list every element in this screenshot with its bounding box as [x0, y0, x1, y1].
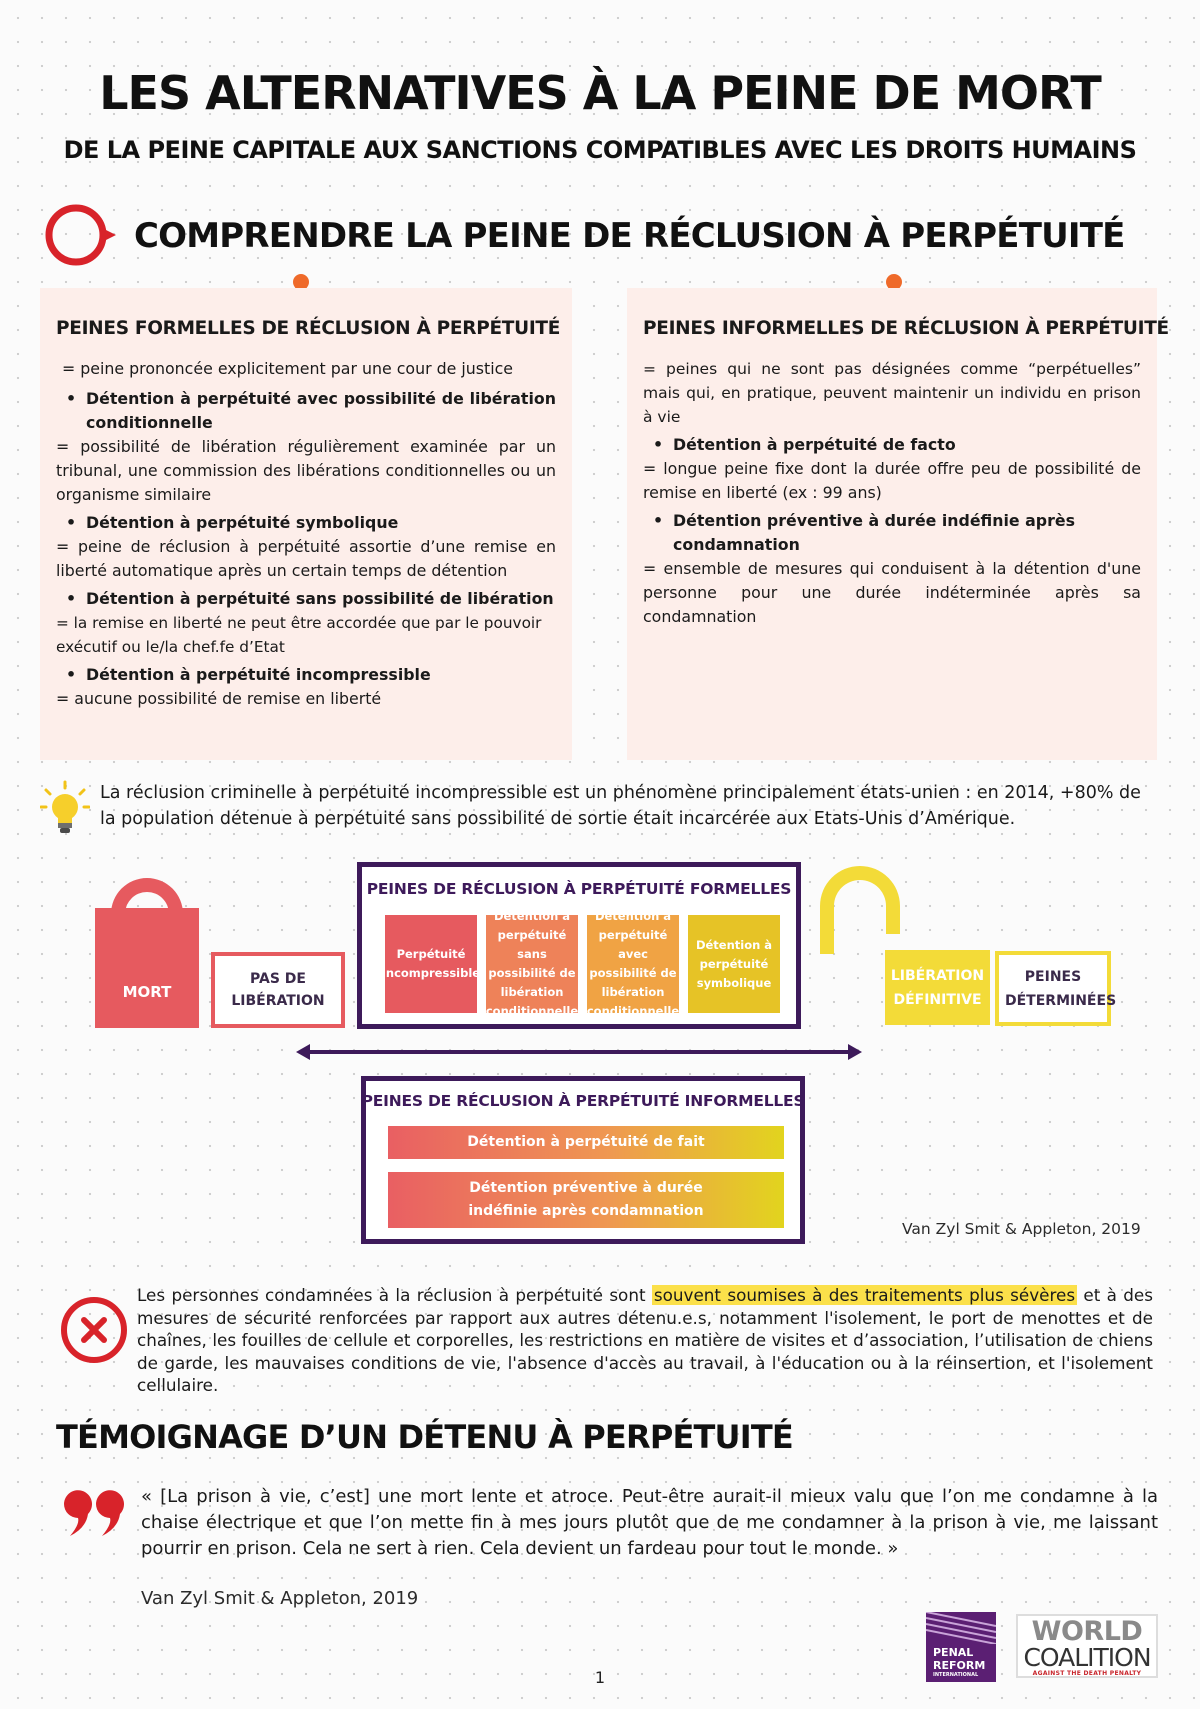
target-circle-icon	[44, 204, 118, 266]
list-item-term: • Détention à perpétuité incompressible	[56, 663, 556, 687]
prf-line1: PENAL	[933, 1646, 974, 1659]
tile-label: Détention à perpétuité symbolique	[695, 937, 773, 990]
determinate-box	[995, 951, 1117, 1026]
penal-reform-logo	[926, 1612, 996, 1682]
list-item-desc: = longue peine fixe dont la durée offre peu de possibilité de remise en liberté (ex : 99 ans)	[643, 459, 1141, 502]
formal-diagram-title: PEINES DE RÉCLUSION À PERPÉTUITÉ FORMELLES	[366, 880, 792, 898]
section-title: COMPRENDRE LA PEINE DE RÉCLUSION À PERPÉTUITÉ	[134, 216, 1125, 256]
list-item-desc: = aucune possibilité de remise en liberté	[56, 689, 382, 708]
list-item-term: • Détention préventive à durée indéfinie après condamnation	[643, 509, 1141, 557]
informal-bar	[388, 1172, 784, 1228]
highlighted-text: souvent soumises à des traitements plus sévères	[653, 1285, 1076, 1305]
page-subtitle: DE LA PEINE CAPITALE AUX SANCTIONS COMPATIBLES AVEC LES DROITS HUMAINS	[63, 136, 1137, 164]
list-item-desc: = possibilité de libération régulièrement examinée par un tribunal, une commission des libérations conditionnelles ou un organisme similaire	[56, 437, 556, 504]
list-item-term: • Détention à perpétuité sans possibilité de libération	[56, 587, 556, 611]
informal-bar	[388, 1126, 784, 1159]
bar-label: Détention à perpétuité de fait	[467, 1134, 705, 1150]
list-item-term: • Détention à perpétuité symbolique	[56, 511, 556, 535]
tile-label: Perpétuité incompressible	[381, 947, 481, 980]
note-text: La réclusion criminelle à perpétuité incompressible est un phénomène principalement états-unien : en 2014, +80% de la population détenue à perpétuité sans possibilité de sortie était incarcérée aux Etats-Unis d’Amérique.	[100, 783, 1141, 829]
testimony-title: TÉMOIGNAGE D’UN DÉTENU À PERPÉTUITÉ	[56, 1418, 793, 1456]
bar-label: Détention préventive à durée indéfinie après condamnation	[468, 1180, 704, 1219]
formal-tile	[485, 909, 579, 1018]
testimony-quote: « [La prison à vie, c’est] une mort lente et atroce. Peut-être aurait-il mieux valu que l’on me condamne à la chaise électrique et que l’on mette fin à mes jours plutôt que de me condamner à la prison à vie, me laissant pourrir en prison. Cela ne sert à rien. Cela devient un fardeau pour tout le monde. »	[141, 1486, 1158, 1559]
cross-circle-icon	[60, 1296, 128, 1364]
page-number: 1	[594, 1668, 606, 1687]
death-label: MORT	[122, 983, 172, 1001]
informal-definition: = peines qui ne sont pas désignées comme “perpétuelles” mais qui, en pratique, peuvent maintenir un individu en prison à vie	[643, 360, 1141, 426]
release-label: LIBÉRATION DÉFINITIVE	[890, 967, 985, 1008]
formal-sentences-box	[40, 288, 572, 760]
quote-mark-icon	[60, 1484, 126, 1536]
formal-heading: PEINES FORMELLES DE RÉCLUSION À PERPÉTUITÉ	[56, 318, 561, 339]
tile-label: Détention à perpétuité avec possibilité de libération conditionnelle	[586, 909, 680, 1018]
tile-label: Détention à perpétuité sans possibilité de libération conditionnelle	[485, 909, 579, 1018]
warning-text-end: et à des mesures de sécurité renforcées par rapport aux autres détenu.e.s, notamment l'isolement, le port de menottes et de chaînes, les fouilles de cellule et corporelles, les restrictions en matière de visites et d’association, l’utilisation de chiens de garde, les mauvaises conditions de vie, l'absence d'accès au travail, à l'éducation ou à la réinsertion, et l'isolement cellulaire.	[137, 1285, 1153, 1395]
informal-heading: PEINES INFORMELLES DE RÉCLUSION À PERPÉTUITÉ	[643, 318, 1169, 339]
list-item-desc: = ensemble de mesures qui conduisent à la détention d'une personne pour une durée indéterminée après sa condamnation	[643, 559, 1141, 626]
formal-tile	[381, 915, 481, 1013]
determinate-label: PEINES DÉTERMINÉES	[1005, 968, 1117, 1009]
formal-definition: = peine prononcée explicitement par une cour de justice	[62, 359, 513, 378]
no-release-label: PAS DE LIBÉRATION	[231, 971, 325, 1009]
informal-sentences-box	[627, 288, 1169, 760]
world-coalition-logo	[1016, 1614, 1158, 1678]
testimony-source: Van Zyl Smit & Appleton, 2019	[141, 1588, 419, 1609]
no-release-box	[211, 952, 345, 1028]
formal-tile	[688, 915, 780, 1013]
lock-body	[95, 908, 199, 1028]
list-item-term: • Détention à perpétuité de facto	[643, 433, 1141, 457]
prf-line3: INTERNATIONAL	[933, 1672, 979, 1678]
wc-line1: WORLD	[1031, 1616, 1143, 1647]
warning-text	[137, 1284, 1153, 1397]
warning-text-start: Les personnes condamnées à la réclusion à perpétuité sont	[137, 1285, 652, 1305]
page-title: LES ALTERNATIVES À LA PEINE DE MORT	[99, 66, 1101, 120]
double-arrow-icon	[296, 1042, 862, 1062]
wc-line2: COALITION	[1023, 1643, 1151, 1672]
prf-line2: REFORM	[933, 1659, 986, 1672]
release-box	[885, 950, 990, 1025]
lightbulb-icon	[40, 780, 90, 836]
formal-tile	[586, 909, 680, 1018]
informal-diagram-title: PEINES DE RÉCLUSION À PERPÉTUITÉ INFORMELLES	[361, 1092, 805, 1110]
list-item-term: • Détention à perpétuité avec possibilité de libération conditionnelle	[56, 387, 556, 435]
logo-stripes-icon	[926, 1612, 996, 1644]
list-item-desc: = la remise en liberté ne peut être accordée que par le pouvoir exécutif ou le/la chef.fe d’Etat	[56, 614, 542, 656]
list-item-desc: = peine de réclusion à perpétuité assortie d’une remise en liberté automatique après un certain temps de détention	[56, 537, 556, 580]
wc-line3: AGAINST THE DEATH PENALTY	[1032, 1670, 1142, 1677]
diagram-source: Van Zyl Smit & Appleton, 2019	[902, 1220, 1141, 1238]
open-lock-icon	[818, 864, 918, 954]
